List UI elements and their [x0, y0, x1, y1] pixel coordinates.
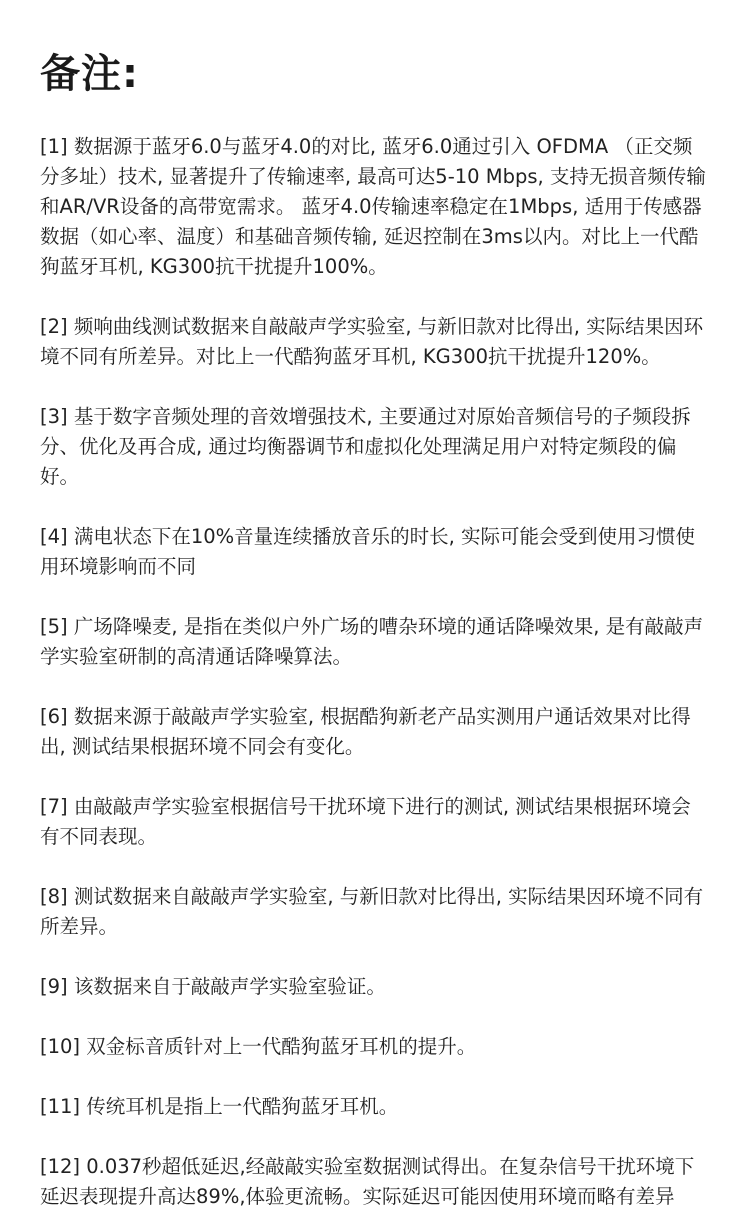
note-item-7: [7] 由敲敲声学实验室根据信号干扰环境下进行的测试, 测试结果根据环境会有不同表现。 — [40, 795, 691, 848]
note-item-11: [11] 传统耳机是指上一代酷狗蓝牙耳机。 — [40, 1095, 399, 1118]
note-item-4: [4] 满电状态下在10%音量连续播放音乐的时长, 实际可能会受到使用习惯使用环境影响而不同 — [40, 525, 696, 578]
note-item-12: [12] 0.037秒超低延迟,经敲敲实验室数据测试得出。在复杂信号干扰环境下延迟表现提升高达89%,体验更流畅。实际延迟可能因使用环境而略有差异 — [40, 1155, 695, 1208]
page-title: 备注: — [40, 51, 139, 97]
note-item-8: [8] 测试数据来自敲敲声学实验室, 与新旧款对比得出, 实际结果因环境不同有所差异。 — [40, 885, 704, 938]
notes-list — [40, 132, 710, 1212]
note-item-9: [9] 该数据来自于敲敲声学实验室验证。 — [40, 975, 386, 998]
note-item-1: [1] 数据源于蓝牙6.0与蓝牙4.0的对比, 蓝牙6.0通过引入 OFDMA （正交频分多址）技术, 显著提升了传输速率, 最高可达5-10 Mbps, 支持无损音频传输和AR/VR设备的高带宽需求。 蓝牙4.0传输速率稳定在1Mbps, 适用于传感器数据（如心率、温度）和基础音频传输, 延迟控制在3ms以内。对比上一代酷狗蓝牙耳机, KG300抗干扰提升100%。 — [40, 135, 706, 278]
note-item-5: [5] 广场降噪麦, 是指在类似户外广场的嘈杂环境的通话降噪效果, 是有敲敲声学实验室研制的高清通话降噪算法。 — [40, 615, 704, 668]
note-item-2: [2] 频响曲线测试数据来自敲敲声学实验室, 与新旧款对比得出, 实际结果因环境不同有所差异。对比上一代酷狗蓝牙耳机, KG300抗干扰提升120%。 — [40, 315, 704, 368]
note-item-6: [6] 数据来源于敲敲声学实验室, 根据酷狗新老产品实测用户通话效果对比得出, 测试结果根据环境不同会有变化。 — [40, 705, 691, 758]
note-item-3: [3] 基于数字音频处理的音效增强技术, 主要通过对原始音频信号的子频段拆分、优化及再合成, 通过均衡器调节和虚拟化处理满足用户对特定频段的偏好。 — [40, 405, 691, 488]
note-item-10: [10] 双金标音质针对上一代酷狗蓝牙耳机的提升。 — [40, 1035, 477, 1058]
